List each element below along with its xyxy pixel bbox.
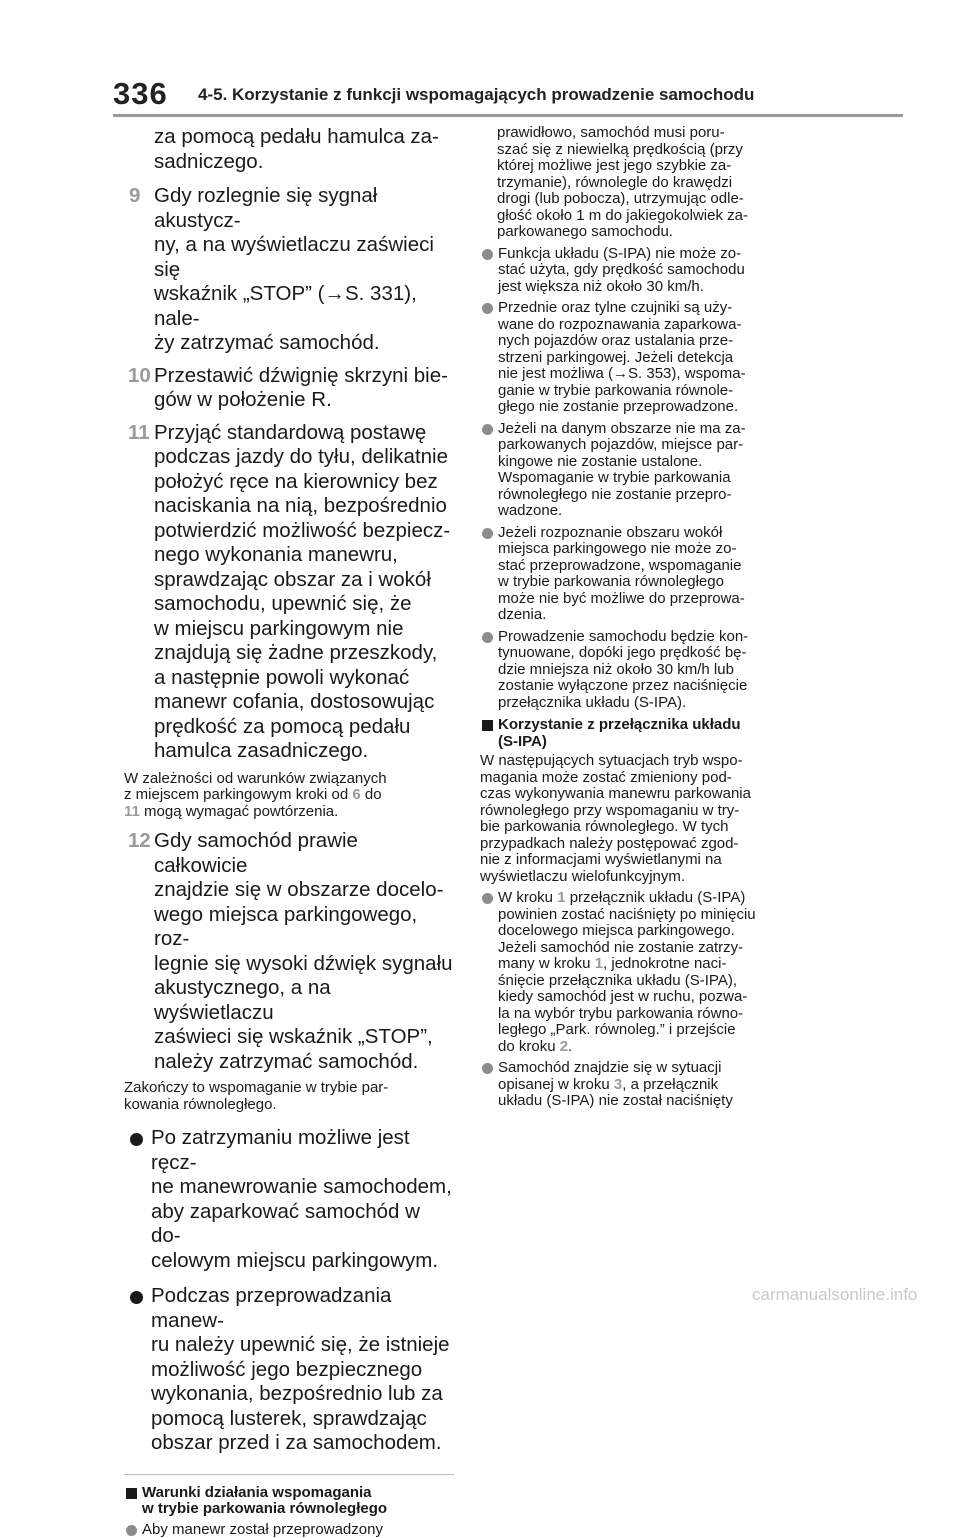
- note-text: mogą wymagać powtórzenia.: [140, 803, 338, 820]
- right-column: [480, 125, 805, 1110]
- bullet-safety: [124, 1284, 454, 1456]
- step-ref: 1: [595, 955, 603, 972]
- continuation-text: za pomocą pedału hamulca za- sadniczego.: [124, 125, 454, 174]
- bullet-dot-icon: [482, 424, 493, 435]
- step-number: 12: [128, 829, 151, 854]
- text-part: , jednokrotne naci- śnięcie przełącznika układu (S-IPA), kiedy samochód jest w ruchu, pozwa- la na wybór trybu parkowania równo- ległego „Park. równoleg.” i przejście do kroku: [498, 955, 747, 1055]
- step-ref: 1: [557, 889, 565, 906]
- heading-text: Warunki działania wspomagania w trybie parkowania równoległego: [142, 1485, 454, 1518]
- bullet-text: Funkcja układu (S-IPA) nie może zo- stać użyta, gdy prędkość samochodu jest większa niż około 30 km/h.: [498, 246, 805, 296]
- conditions-heading: [124, 1485, 454, 1518]
- bullet-dot-icon: [482, 249, 493, 260]
- bullet-dot-icon: [482, 303, 493, 314]
- bullet-text: Podczas przeprowadzania manew- ru należy upewnić się, że istnieje możliwość jego bezpiecznego wykonania, bezpośrednio lub za pomocą lusterek, sprawdzając obszar przed i za samochodem.: [151, 1284, 454, 1456]
- header-divider: [113, 114, 903, 117]
- step-9: [124, 184, 454, 356]
- bullet-sensors: [480, 300, 805, 416]
- bullet-text: Jeżeli rozpoznanie obszaru wokół miejsca parkingowego nie może zo- stać przeprowadzone, wspomaganie w trybie parkowania równoległego może nie być możliwe do przeprowa- dzenia.: [498, 525, 805, 624]
- bullet-text: Prowadzenie samochodu będzie kon- tynuowane, dopóki jego prędkość bę- dzie mniejsza niż około 30 km/h lub zostanie wyłączone przez naciśnięcie przełącznika układu (S-IPA).: [498, 629, 805, 712]
- bullet-dot-icon: [126, 1525, 137, 1536]
- page-number: 336: [113, 76, 168, 112]
- note-line: W zależności od warunków związanych: [124, 771, 454, 788]
- step-number: 9: [129, 184, 140, 209]
- note-text: do: [361, 786, 382, 803]
- bullet-manual: [124, 1126, 454, 1273]
- bullet-dot-icon: [482, 632, 493, 643]
- bullet-step-3: [480, 1060, 805, 1110]
- bullet-dot-icon: [130, 1291, 143, 1304]
- switch-heading: [480, 717, 805, 750]
- step-ref: 2: [560, 1038, 568, 1055]
- step-ref: 11: [124, 803, 140, 820]
- bullet-dot-icon: [130, 1133, 143, 1146]
- bullet-text: [498, 1060, 805, 1110]
- step-12: [124, 829, 454, 1074]
- bullet-text: Jeżeli na danym obszarze nie ma za- parkowanych pojazdów, miejsce par- kingowe nie zostanie ustalone. Wspomaganie w trybie parkowania równoległego nie zostanie przepro- wadzone.: [498, 421, 805, 520]
- switch-paragraph: W następujących sytuacjach tryb wspo- magania może zostać zmieniony pod- czas wykonywania manewru parkowania równoległego przy wspomaganiu w try- bie parkowania równoległego. W tych przypadkach należy postępować zgod- nie z informacjami wyświetlanymi na wyświetlaczu wielofunkcyjnym.: [480, 753, 805, 885]
- watermark: carmanualsonline.info: [752, 1285, 917, 1305]
- step-number: 11: [128, 421, 150, 446]
- bullet-dot-icon: [482, 893, 493, 904]
- continuation-text: prawidłowo, samochód musi poru- szać się z niewielką prędkością (przy której możliwe jest jego szybkie za- trzymanie), równolegle do krawędzi drogi (lub pobocza), utrzymując odle- głość około 1 m do jakiegokolwiek za- parkowanego samochodu.: [480, 125, 805, 241]
- bullet-area-detection: [480, 525, 805, 624]
- bullet-speed: [480, 246, 805, 296]
- step-ref: 3: [614, 1076, 622, 1093]
- bullet-text: Przednie oraz tylne czujniki są uży- wane do rozpoznawania zaparkowa- nych pojazdów oraz ustalania prze- strzeni parkingowej. Jeżeli detekcja nie jest możliwa (→S. 353), wspoma- ganie w trybie parkowania równole- głego nie zostanie przeprowadzone.: [498, 300, 805, 416]
- text-part: W kroku: [498, 889, 557, 906]
- bullet-text: [498, 890, 805, 1055]
- step-ref: 6: [352, 786, 360, 803]
- step-text: Przestawić dźwignię skrzyni bie- gów w położenie R.: [154, 364, 454, 413]
- text-part: , a przełącznik układu (S-IPA) nie został naciśnięty: [498, 1076, 733, 1110]
- text-part: .: [568, 1038, 572, 1055]
- step-10: [124, 364, 454, 413]
- note-text: z miejscem parkingowym kroki od: [124, 786, 352, 803]
- section-divider: [124, 1474, 454, 1475]
- step-number: 10: [128, 364, 151, 389]
- square-bullet-icon: [126, 1488, 137, 1499]
- bullet-text: Po zatrzymaniu możliwe jest ręcz- ne manewrowanie samochodem, aby zaparkować samochód w do- celowym miejscu parkingowym.: [151, 1126, 454, 1273]
- bullet-no-vehicles: [480, 421, 805, 520]
- section-title: 4-5. Korzystanie z funkcji wspomagających prowadzenie samochodu: [198, 85, 754, 105]
- bullet-condition: [124, 1522, 454, 1538]
- note-end: Zakończy to wspomaganie w trybie par- kowania równoległego.: [124, 1080, 454, 1113]
- text-part: przełącznik układu (S-IPA) powinien zostać naciśnięty po minięciu docelowego miejsca parkingowego. Jeżeli samochód nie zostanie zatrzy- many w kroku: [498, 889, 756, 972]
- heading-text: Korzystanie z przełącznika układu (S-IPA): [498, 717, 805, 750]
- step-text: Gdy rozlegnie się sygnał akustycz- ny, a na wyświetlaczu zaświeci się wskaźnik „STOP” (→S. 331), nale- ży zatrzymać samochód.: [154, 184, 454, 356]
- bullet-continuation: [480, 629, 805, 712]
- step-text: Gdy samochód prawie całkowicie znajdzie się w obszarze docelo- wego miejsca parkingowego, roz- legnie się wysoki dźwięk sygnału akustycznego, a na wyświetlaczu zaświeci się wskaźnik „STOP”, należy zatrzymać samochód.: [154, 829, 454, 1074]
- bullet-dot-icon: [482, 1063, 493, 1074]
- bullet-dot-icon: [482, 528, 493, 539]
- left-column: [124, 125, 454, 1538]
- step-11: [124, 421, 454, 764]
- square-bullet-icon: [482, 720, 493, 731]
- step-text: Przyjąć standardową postawę podczas jazdy do tyłu, delikatnie położyć ręce na kierownicy bez naciskania na nią, bezpośrednio potwierdzić możliwość bezpiecz- nego wykonania manewru, sprawdzając obszar za i wokół samochodu, upewnić się, że w miejscu parkingowym nie znajdują się żadne przeszkody, a następnie powoli wykonać manewr cofania, dostosowując prędkość za pomocą pedału hamulca zasadniczego.: [154, 421, 454, 764]
- bullet-step-1: [480, 890, 805, 1055]
- text-part: Samochód znajdzie się w sytuacji opisanej w kroku: [498, 1059, 721, 1093]
- bullet-text: Aby manewr został przeprowadzony: [142, 1522, 454, 1538]
- note-repeat: [124, 771, 454, 821]
- page-header: [0, 0, 960, 120]
